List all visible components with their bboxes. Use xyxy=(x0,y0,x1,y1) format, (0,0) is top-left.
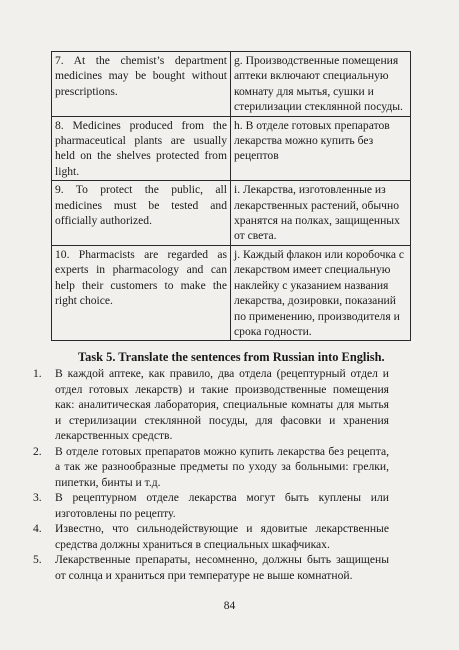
english-cell: 7. At the chemist’s department medicines may be bought without prescriptions. xyxy=(52,52,231,117)
item-number: 1. xyxy=(33,367,42,380)
table-row xyxy=(52,52,411,117)
list-item xyxy=(33,444,389,491)
list-item xyxy=(33,521,389,552)
table-row xyxy=(52,116,411,181)
russian-cell: i. Лекарства, изготовленные из лекарственных растений, обычно хранятся на полках, защищенных от света. xyxy=(231,181,411,246)
english-cell: 10. Pharmacists are regarded as experts in pharmacology and can help their customers to make the right choice. xyxy=(52,245,231,340)
english-cell: 9. To protect the public, all medicines must be tested and officially authorized. xyxy=(52,181,231,246)
item-number: 2. xyxy=(33,444,42,458)
list-item xyxy=(33,366,389,444)
sentence-list xyxy=(33,366,389,583)
item-text: Известно, что сильнодействующие и ядовитые лекарственные средства должны храниться в специальных шкафчиках. xyxy=(55,522,389,551)
item-text: В рецептурном отделе лекарства могут быть куплены или изготовлены по рецепту. xyxy=(55,491,389,520)
table-row xyxy=(52,245,411,340)
russian-cell: h. В отделе готовых препаратов лекарства можно купить без рецептов xyxy=(231,116,411,181)
item-text: В отделе готовых препаратов можно купить лекарства без рецепта, а так же разнообразные предметы по уходу за больными: грелки, пипетки, бинты и т.д. xyxy=(55,444,389,489)
list-item xyxy=(33,490,389,521)
russian-cell: j. Каждый флакон или коробочка с лекарством имеет специальную наклейку с указанием названия лекарства, дозировки, показаний по применению, производителя и срока годности. xyxy=(231,245,411,340)
matching-table xyxy=(51,51,411,341)
item-number: 3. xyxy=(33,491,42,504)
russian-cell: g. Производственные помещения аптеки включают специальную комнату для мытья, сушки и стерилизации стеклянной посуды. xyxy=(231,52,411,117)
task-heading: Task 5. Translate the sentences from Russian into English. xyxy=(78,350,385,364)
item-number: 5. xyxy=(33,553,42,566)
item-text: В каждой аптеке, как правило, два отдела (рецептурный отдел и отдел готовых лекарств) и такие производственные помещения как: аналитическая лаборатория, специальные комнаты для мытья и стерилизации стеклянной посуды, для фасовки и хранения лекарственных средств. xyxy=(55,367,389,442)
list-item xyxy=(33,552,389,583)
item-text: Лекарственные препараты, несомненно, должны быть защищены от солнца и храниться при температуре не выше комнатной. xyxy=(55,553,389,582)
table-row xyxy=(52,181,411,246)
page-number: 84 xyxy=(223,600,236,612)
item-number: 4. xyxy=(33,522,42,535)
english-cell: 8. Medicines produced from the pharmaceutical plants are usually held on the shelves protected from light. xyxy=(52,116,231,181)
